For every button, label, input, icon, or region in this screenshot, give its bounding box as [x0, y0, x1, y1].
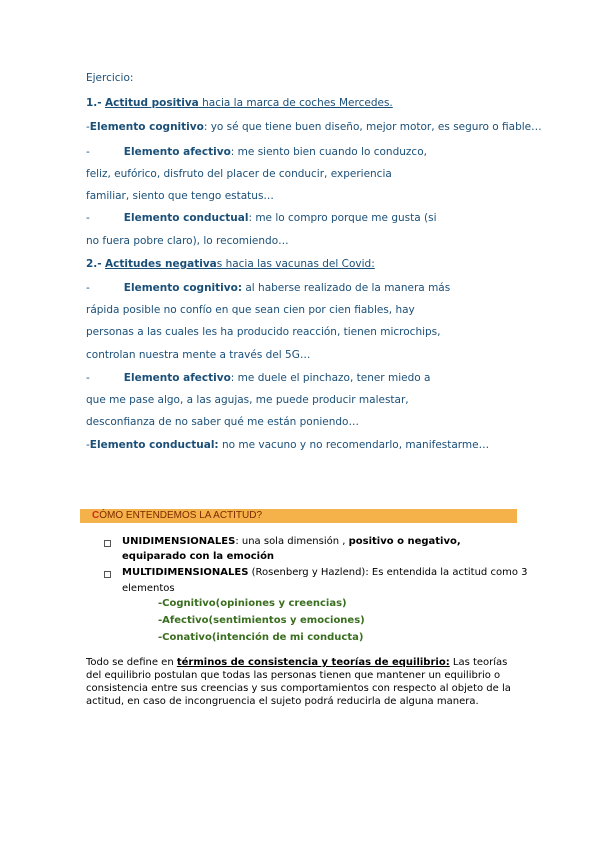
- item1-afectivo-label: Elemento afectivo: [123, 146, 231, 158]
- item2-cognitivo-line2: rápida posible no confío en que sean cien por cien fiables, hay: [86, 304, 415, 316]
- item1-title-bold: Actitud positiva: [105, 97, 199, 109]
- bullet-icon: [104, 571, 111, 578]
- bullet-icon: [104, 540, 111, 547]
- section-heading-initial: C: [92, 510, 100, 521]
- item2-conductual-label: Elemento conductual:: [89, 439, 219, 451]
- item1-title: [86, 96, 393, 110]
- uni-line2: equiparado con la emoción: [122, 551, 275, 562]
- item1-afectivo-line3: familiar, siento que tengo estatus…: [86, 190, 274, 202]
- item1-conductual-label: Elemento conductual: [123, 212, 249, 224]
- item2-afectivo: - Elemento afectivo: me duele el pinchazo, tener miedo a: [86, 372, 431, 384]
- item2-afectivo-line3: desconfianza de no saber qué me están poniendo…: [86, 416, 359, 428]
- item1-cognitivo: -Elemento cognitivo: yo sé que tiene buen diseño, mejor motor, es seguro o fiable…: [86, 121, 542, 133]
- uni-bold: positivo o negativo,: [348, 536, 461, 547]
- element-afectivo: -Afectivo(sentimientos y emociones): [158, 615, 365, 626]
- item2-afectivo-text: : me duele el pinchazo, tener miedo a: [230, 372, 431, 384]
- item1-conductual: - Elemento conductual: me lo compro porque me gusta (si: [86, 212, 437, 224]
- item2-afectivo-label: Elemento afectivo: [123, 372, 231, 384]
- element-cognitivo: -Cognitivo(opiniones y creencias): [158, 598, 347, 609]
- item1-afectivo-line2: feliz, eufórico, disfruto del placer de conducir, experiencia: [86, 168, 392, 180]
- item2-cognitivo-line4: controlan nuestra mente a través del 5G…: [86, 349, 311, 361]
- item1-afectivo: - Elemento afectivo: me siento bien cuando lo conduzco,: [86, 146, 427, 158]
- definition-paragraph: [86, 656, 518, 708]
- multi-line: [122, 566, 527, 580]
- section-heading-rest: ÓMO ENTENDEMOS LA ACTITUD?: [99, 510, 263, 521]
- multi-line2: elementos: [122, 583, 175, 594]
- element-conativo: -Conativo(intención de mi conducta): [158, 632, 364, 643]
- item2-title-rest: s hacia las vacunas del Covid:: [216, 258, 375, 270]
- item1-conductual-line2: no fuera pobre claro), lo recomiendo…: [86, 235, 289, 247]
- item2-title: [86, 257, 375, 271]
- item1-cognitivo-text: : yo sé que tiene buen diseño, mejor motor, es seguro o fiable…: [203, 121, 542, 133]
- item1-conductual-text: : me lo compro porque me gusta (si: [248, 212, 437, 224]
- item2-conductual-text: no me vacuno y no recomendarlo, manifestarme…: [218, 439, 490, 451]
- item1-cognitivo-label: Elemento cognitivo: [89, 121, 204, 133]
- item2-cognitivo-line3: personas a las cuales les ha producido reacción, tienen microchips,: [86, 326, 441, 338]
- uni-label: UNIDIMENSIONALES: [122, 536, 236, 547]
- item1-number: 1.-: [86, 97, 102, 109]
- multi-text: (Rosenberg y Hazlend): Es entendida la actitud como 3: [248, 567, 528, 578]
- uni-line: [122, 535, 461, 549]
- item2-title-bold: Actitudes negativa: [105, 258, 217, 270]
- uni-text: : una sola dimensión ,: [235, 536, 349, 547]
- para-intro: Todo se define en: [86, 657, 177, 668]
- item1-title-rest: hacia la marca de coches Mercedes.: [198, 97, 393, 109]
- item2-cognitivo: - Elemento cognitivo: al haberse realizado de la manera más: [86, 282, 451, 294]
- para-text: Las teorías del equilibrio postulan que todas las personas tienen que mantener un equilibrio o consistencia entre sus creencias y sus comportamientos con respecto al objeto de la actitud, en caso de incongruencia el sujeto podrá reducirla de alguna manera.: [86, 657, 511, 707]
- multi-label: MULTIDIMENSIONALES: [122, 567, 249, 578]
- item2-cognitivo-text: al haberse realizado de la manera más: [242, 282, 451, 294]
- para-bold: términos de consistencia y teorías de equilibrio:: [176, 657, 450, 668]
- section-heading: [92, 509, 262, 523]
- item2-conductual: -Elemento conductual: no me vacuno y no recomendarlo, manifestarme…: [86, 439, 490, 451]
- exercise-label: Ejercicio:: [86, 72, 134, 84]
- item2-afectivo-line2: que me pase algo, a las agujas, me puede producir malestar,: [86, 394, 409, 406]
- item2-number: 2.-: [86, 258, 102, 270]
- item1-afectivo-text: : me siento bien cuando lo conduzco,: [230, 146, 427, 158]
- item2-cognitivo-label: Elemento cognitivo:: [123, 282, 243, 294]
